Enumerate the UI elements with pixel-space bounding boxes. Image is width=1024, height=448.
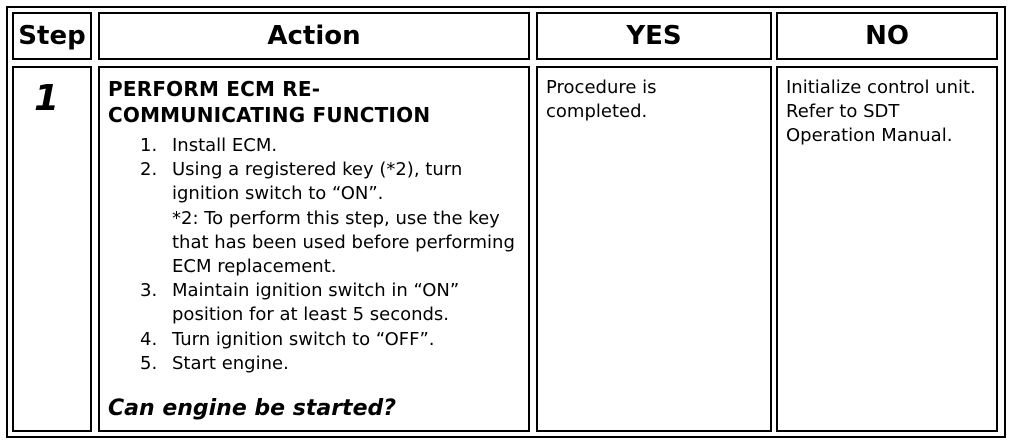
action-steps-list	[140, 134, 522, 376]
step-cell	[12, 66, 92, 432]
yes-text: Procedure is completed.	[546, 77, 657, 122]
step-number: 1	[34, 78, 60, 119]
list-item: 5. Start engine.	[140, 352, 289, 374]
header-no-label: NO	[865, 21, 909, 51]
header-no	[776, 12, 998, 60]
list-item: 4. Turn ignition switch to “OFF”.	[140, 328, 435, 350]
header-action	[98, 12, 530, 60]
no-cell	[776, 66, 998, 432]
list-item: 2. Using a registered key (*2), turn ignition switch to “ON”. *2: To perform this step, use the key that has been used before performing ECM replacement.	[140, 159, 515, 278]
action-title-line2: COMMUNICATING FUNCTION	[108, 103, 431, 127]
header-yes-label: YES	[626, 21, 682, 51]
step-note: *2: To perform this step, use the key that has been used before performing ECM replacement.	[172, 207, 515, 278]
header-step	[12, 12, 92, 60]
list-item: 1. Install ECM.	[140, 135, 278, 156]
action-title	[108, 76, 430, 128]
header-action-label: Action	[267, 21, 361, 51]
no-text: Initialize control unit. Refer to SDT Operation Manual.	[786, 77, 976, 146]
action-cell	[98, 66, 530, 432]
action-question: Can engine be started?	[108, 396, 397, 421]
yes-cell	[536, 66, 772, 432]
list-item: 3. Maintain ignition switch in “ON” position for at least 5 seconds.	[140, 280, 460, 326]
header-step-label: Step	[18, 21, 86, 51]
action-title-line1: PERFORM ECM RE-	[108, 77, 321, 101]
header-yes	[536, 12, 772, 60]
